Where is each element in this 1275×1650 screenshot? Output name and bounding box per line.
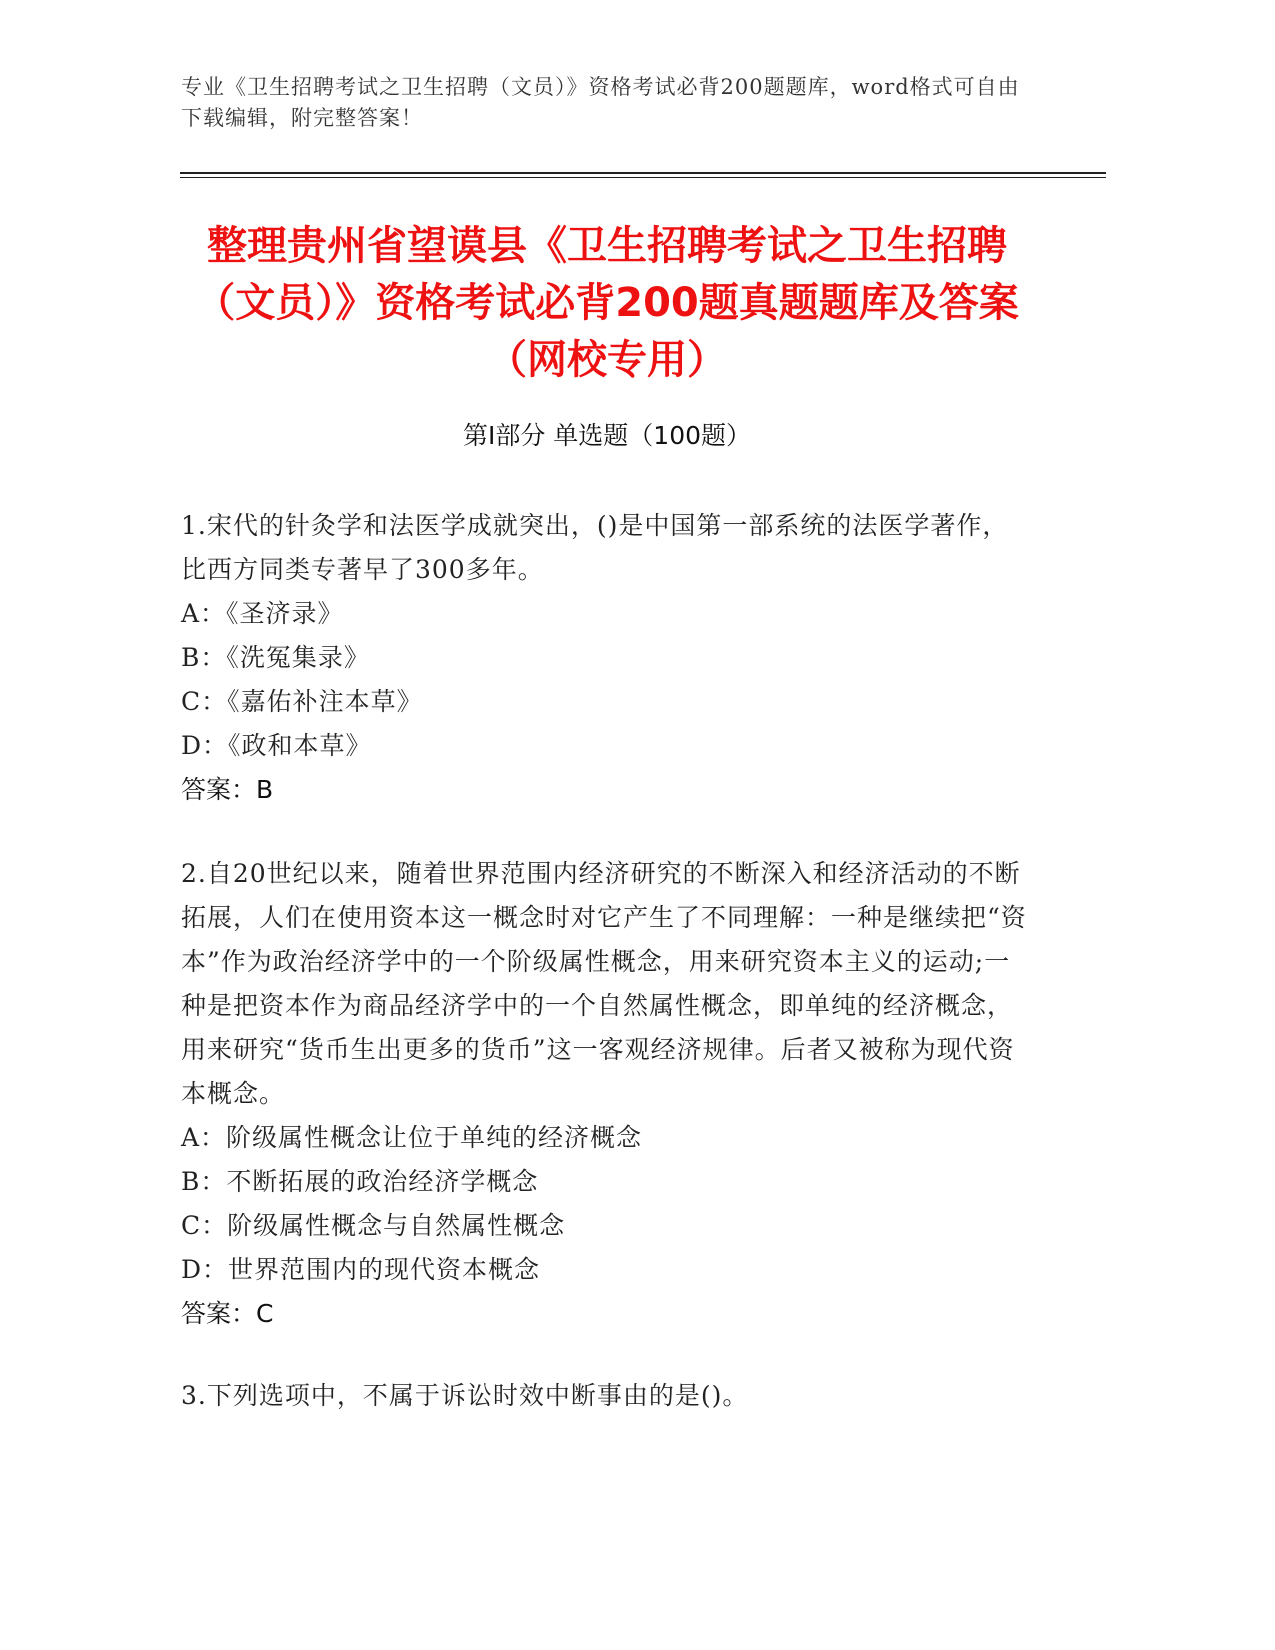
question-2: [181, 852, 1031, 1336]
option-a: A：阶级属性概念让位于单纯的经济概念: [181, 1123, 643, 1152]
question-stem: 2.自20世纪以来，随着世界范围内经济研究的不断深入和经济活动的不断拓展，人们在使用资本这一概念时对它产生了不同理解：一种是继续把“资本”作为政治经济学中的一个阶级属性概念，用来研究资本主义的运动;一种是把资本作为商品经济学中的一个自然属性概念，即单纯的经济概念，用来研究“货币生出更多的货币”这一客观经济规律。后者又被称为现代资本概念。: [181, 859, 1027, 1108]
document-title: 整理贵州省望谟县《卫生招聘考试之卫生招聘（文员）》资格考试必背200题真题题库及答案（网校专用）: [195, 223, 1019, 383]
header-divider-thick: [180, 172, 1106, 174]
question-1: [181, 504, 1031, 812]
question-stem: 3.下列选项中，不属于诉讼时效中断事由的是()。: [181, 1381, 749, 1410]
option-d: D：《政和本草》: [181, 731, 372, 760]
header-divider-thin: [180, 177, 1106, 178]
option-c: C：《嘉佑补注本草》: [181, 687, 423, 716]
answer-line: 答案：B: [181, 775, 274, 804]
option-b: B：不断拓展的政治经济学概念: [181, 1167, 539, 1196]
option-b: B：《洗冤集录》: [181, 643, 370, 672]
section-title: 第Ⅰ部分 单选题（100题）: [462, 421, 752, 450]
option-c: C：阶级属性概念与自然属性概念: [181, 1211, 566, 1240]
question-3: [181, 1374, 1031, 1418]
answer-line: 答案：C: [181, 1299, 274, 1328]
option-d: D：世界范围内的现代资本概念: [181, 1255, 541, 1284]
option-a: A：《圣济录》: [181, 599, 344, 628]
question-stem: 1.宋代的针灸学和法医学成就突出，()是中国第一部系统的法医学著作，比西方同类专著早了300多年。: [181, 511, 1009, 584]
header-note: 专业《卫生招聘考试之卫生招聘（文员）》资格考试必背200题题库，word格式可自由下载编辑，附完整答案！: [181, 75, 1020, 130]
